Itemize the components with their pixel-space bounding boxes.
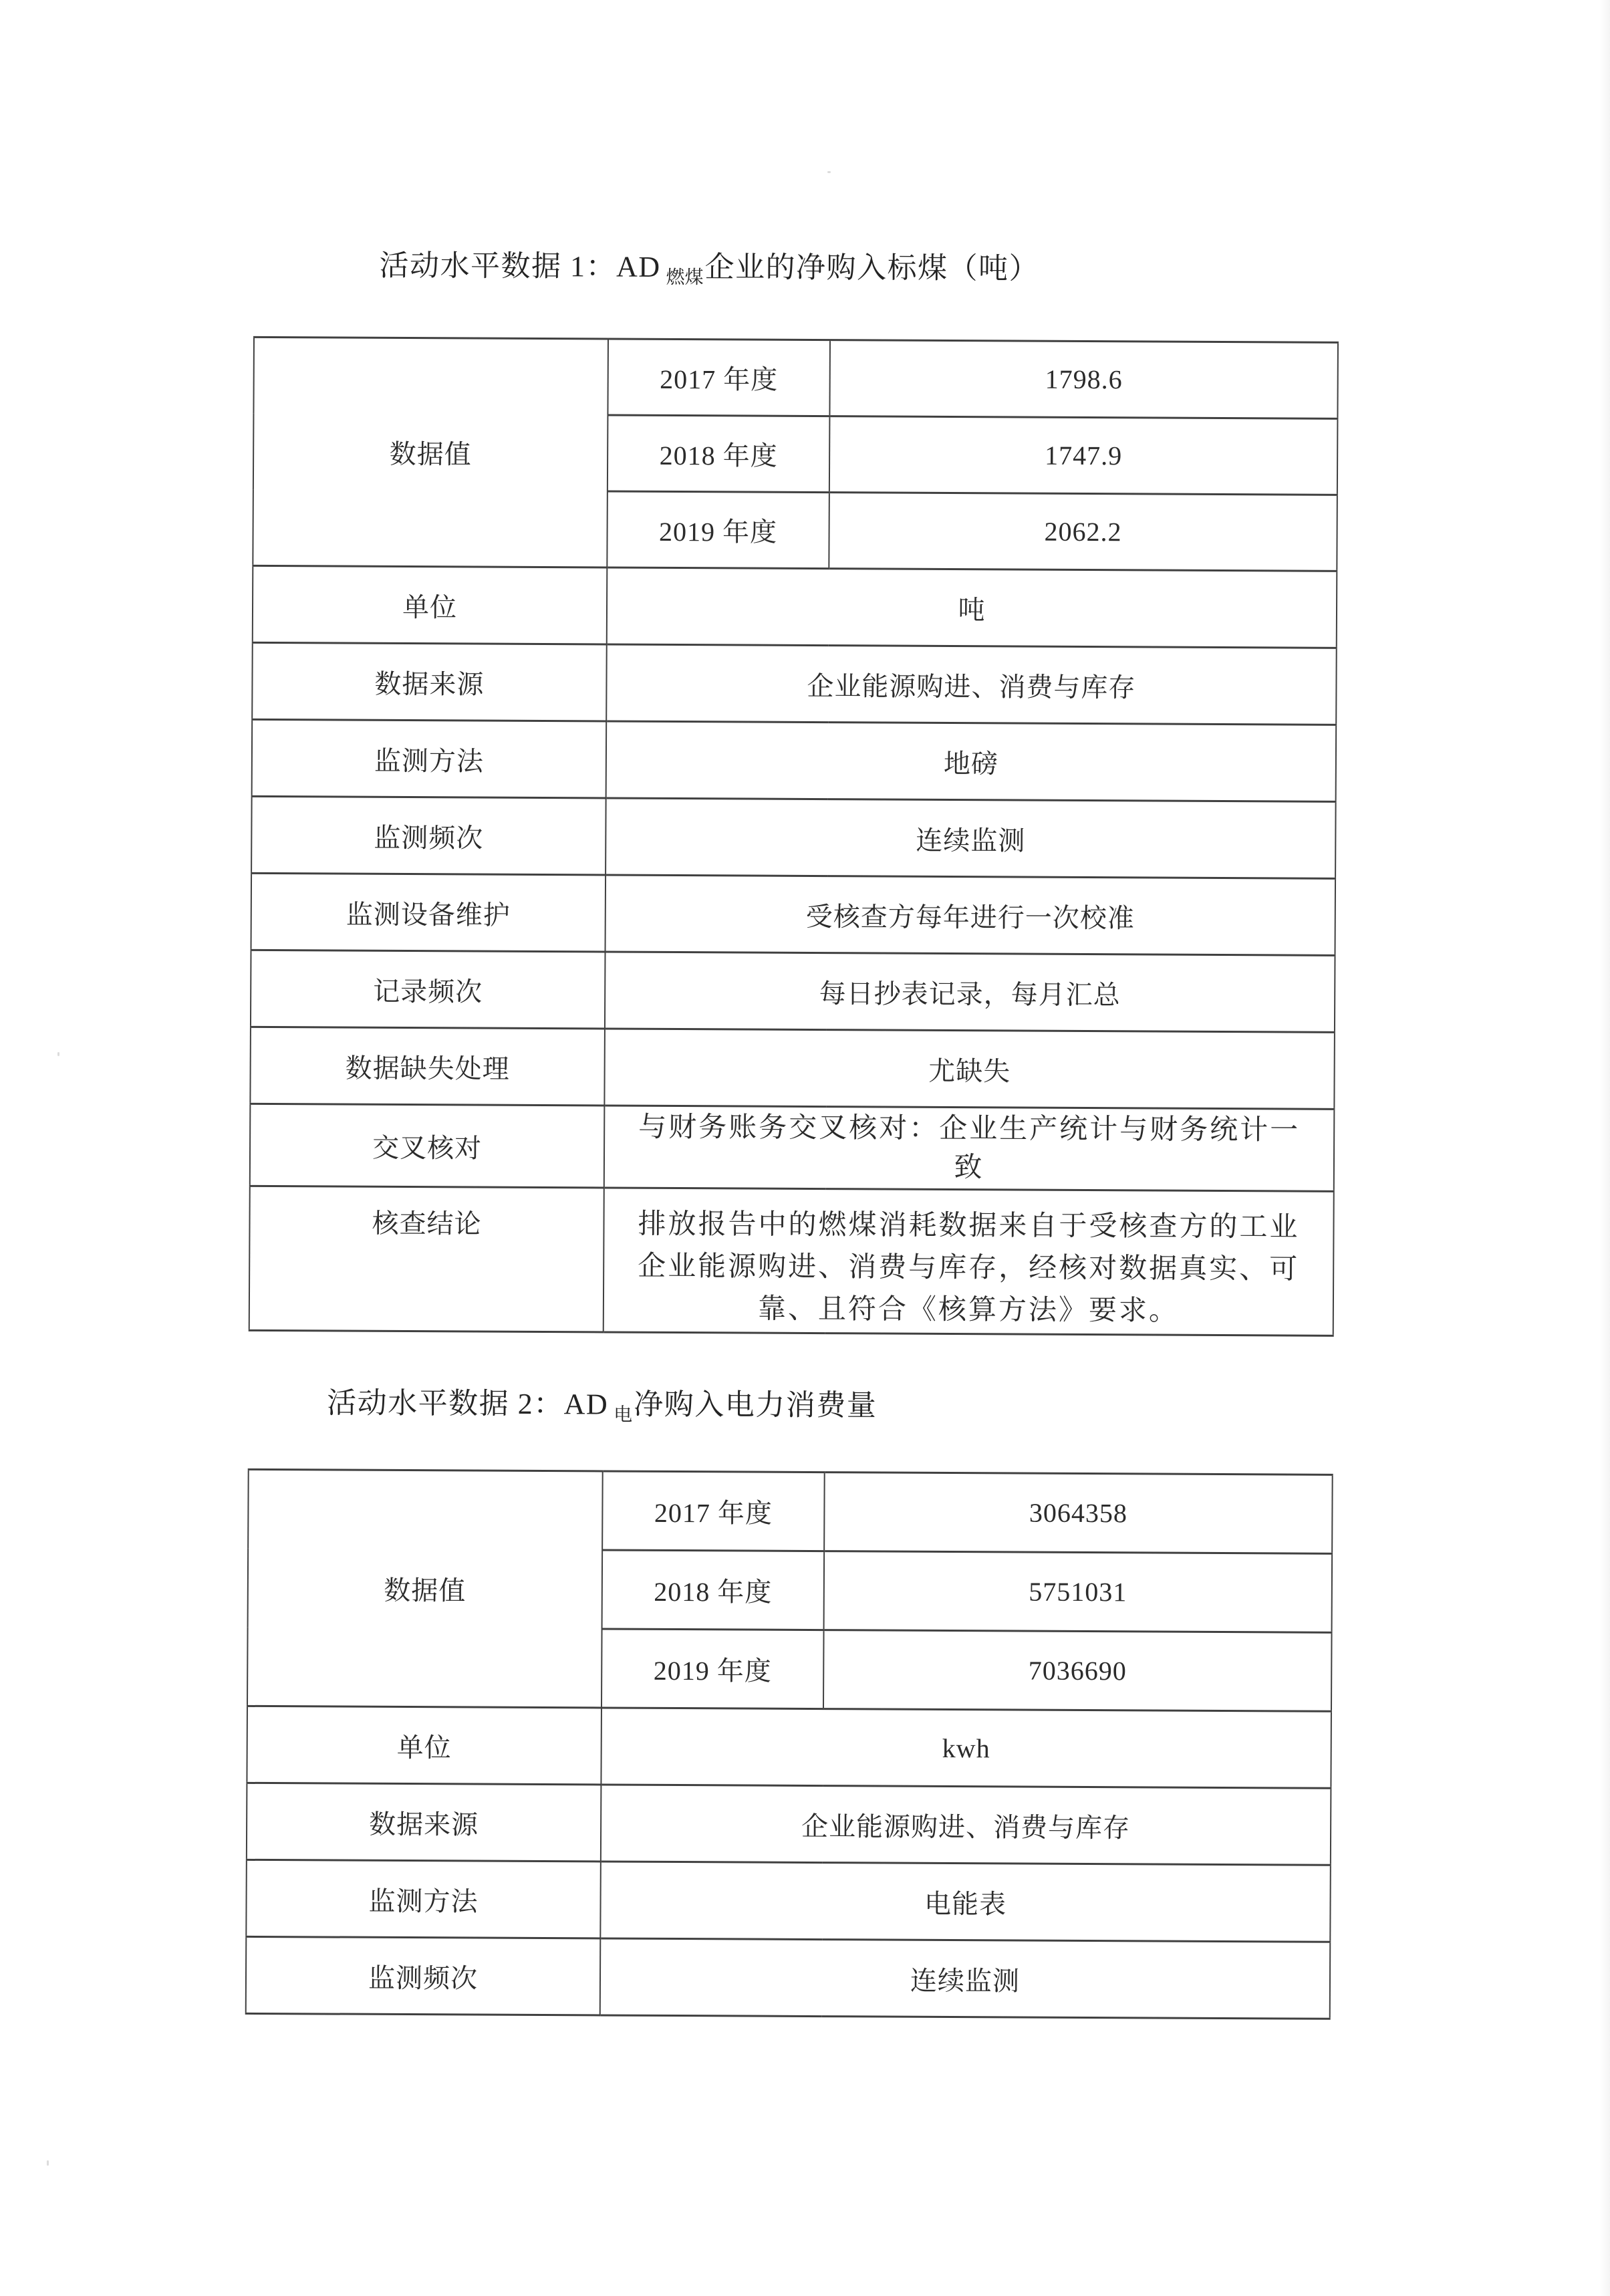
row-value: 与财务账务交叉核对：企业生产统计与财务统计一 致 <box>604 1106 1335 1191</box>
year-label: 2017 年度 <box>602 1471 825 1551</box>
table-row <box>251 796 1336 878</box>
table-row <box>246 1936 1331 2019</box>
row-value: 尤缺失 <box>604 1029 1335 1109</box>
row-value: 电能表 <box>600 1862 1331 1942</box>
row-value: 连续监测 <box>606 798 1336 878</box>
row-value: 企业能源购进、消费与库存 <box>606 644 1337 725</box>
year-value: 2062.2 <box>829 493 1337 571</box>
table-row <box>252 719 1337 801</box>
row-value: 企业能源购进、消费与库存 <box>601 1785 1331 1865</box>
row-value: 地磅 <box>606 721 1337 801</box>
row-label: 监测设备维护 <box>251 873 606 952</box>
table-row <box>251 950 1335 1032</box>
row-label: 记录频次 <box>251 950 606 1029</box>
year-label: 2017 年度 <box>608 339 830 416</box>
row-value: kwh <box>601 1708 1331 1788</box>
row-label: 监测频次 <box>246 1936 601 2015</box>
table-row <box>247 1706 1331 1788</box>
row-label: 数据来源 <box>247 1783 601 1862</box>
table-row <box>248 1469 1333 1553</box>
activity-data-table-1 <box>249 336 1339 1337</box>
row-label: 监测方法 <box>252 719 607 798</box>
year-value: 7036690 <box>823 1630 1332 1712</box>
section2-title-subscript: 电 <box>614 1404 633 1426</box>
row-label: 监测频次 <box>251 796 606 875</box>
section1-title-prefix: 活动水平数据 1：AD <box>379 249 661 283</box>
table-row <box>247 1783 1331 1865</box>
section2-title <box>327 1378 877 1424</box>
year-label: 2018 年度 <box>608 415 830 493</box>
section1-title <box>379 241 1039 287</box>
section2-title-prefix: 活动水平数据 2：AD <box>327 1386 609 1421</box>
row-label: 交叉核对 <box>250 1104 605 1188</box>
table-row <box>250 1027 1335 1109</box>
row-label-data-value: 数据值 <box>247 1469 603 1708</box>
year-value: 5751031 <box>824 1551 1333 1633</box>
row-value: 连续监测 <box>600 1938 1331 2019</box>
row-value: 受核查方每年进行一次校准 <box>606 875 1336 955</box>
row-value: 每日抄表记录，每月汇总 <box>605 952 1335 1032</box>
year-label: 2019 年度 <box>607 491 829 569</box>
section2-title-suffix: 净购入电力消费量 <box>634 1388 878 1422</box>
table-row <box>252 642 1337 725</box>
table-row <box>246 1860 1331 1942</box>
year-value: 3064358 <box>824 1473 1333 1554</box>
row-label: 监测方法 <box>246 1860 601 1938</box>
year-label: 2019 年度 <box>601 1629 824 1709</box>
year-label: 2018 年度 <box>602 1550 825 1630</box>
row-label-data-value: 数据值 <box>253 337 608 567</box>
year-value: 1747.9 <box>829 416 1338 495</box>
section1-title-subscript: 燃煤 <box>666 267 704 289</box>
table-row <box>249 1186 1334 1335</box>
table-row <box>251 873 1336 955</box>
row-label: 数据缺失处理 <box>250 1027 605 1106</box>
section1-title-suffix: 企业的净购入标煤（吨） <box>704 251 1040 285</box>
row-label: 单位 <box>247 1706 601 1785</box>
activity-data-table-2 <box>245 1469 1333 2020</box>
row-label: 数据来源 <box>252 642 607 721</box>
row-value: 排放报告中的燃煤消耗数据来自于受核查方的工业 企业能源购进、消费与库存，经核对数据真实、可 靠、且符合《核算方法》要求。 <box>603 1188 1334 1335</box>
row-label: 核查结论 <box>249 1186 604 1332</box>
table-row <box>253 565 1337 648</box>
row-label: 单位 <box>253 565 608 644</box>
year-value: 1798.6 <box>829 340 1338 419</box>
table-row <box>250 1104 1335 1191</box>
table-row <box>253 337 1338 418</box>
row-value: 吨 <box>607 567 1337 648</box>
